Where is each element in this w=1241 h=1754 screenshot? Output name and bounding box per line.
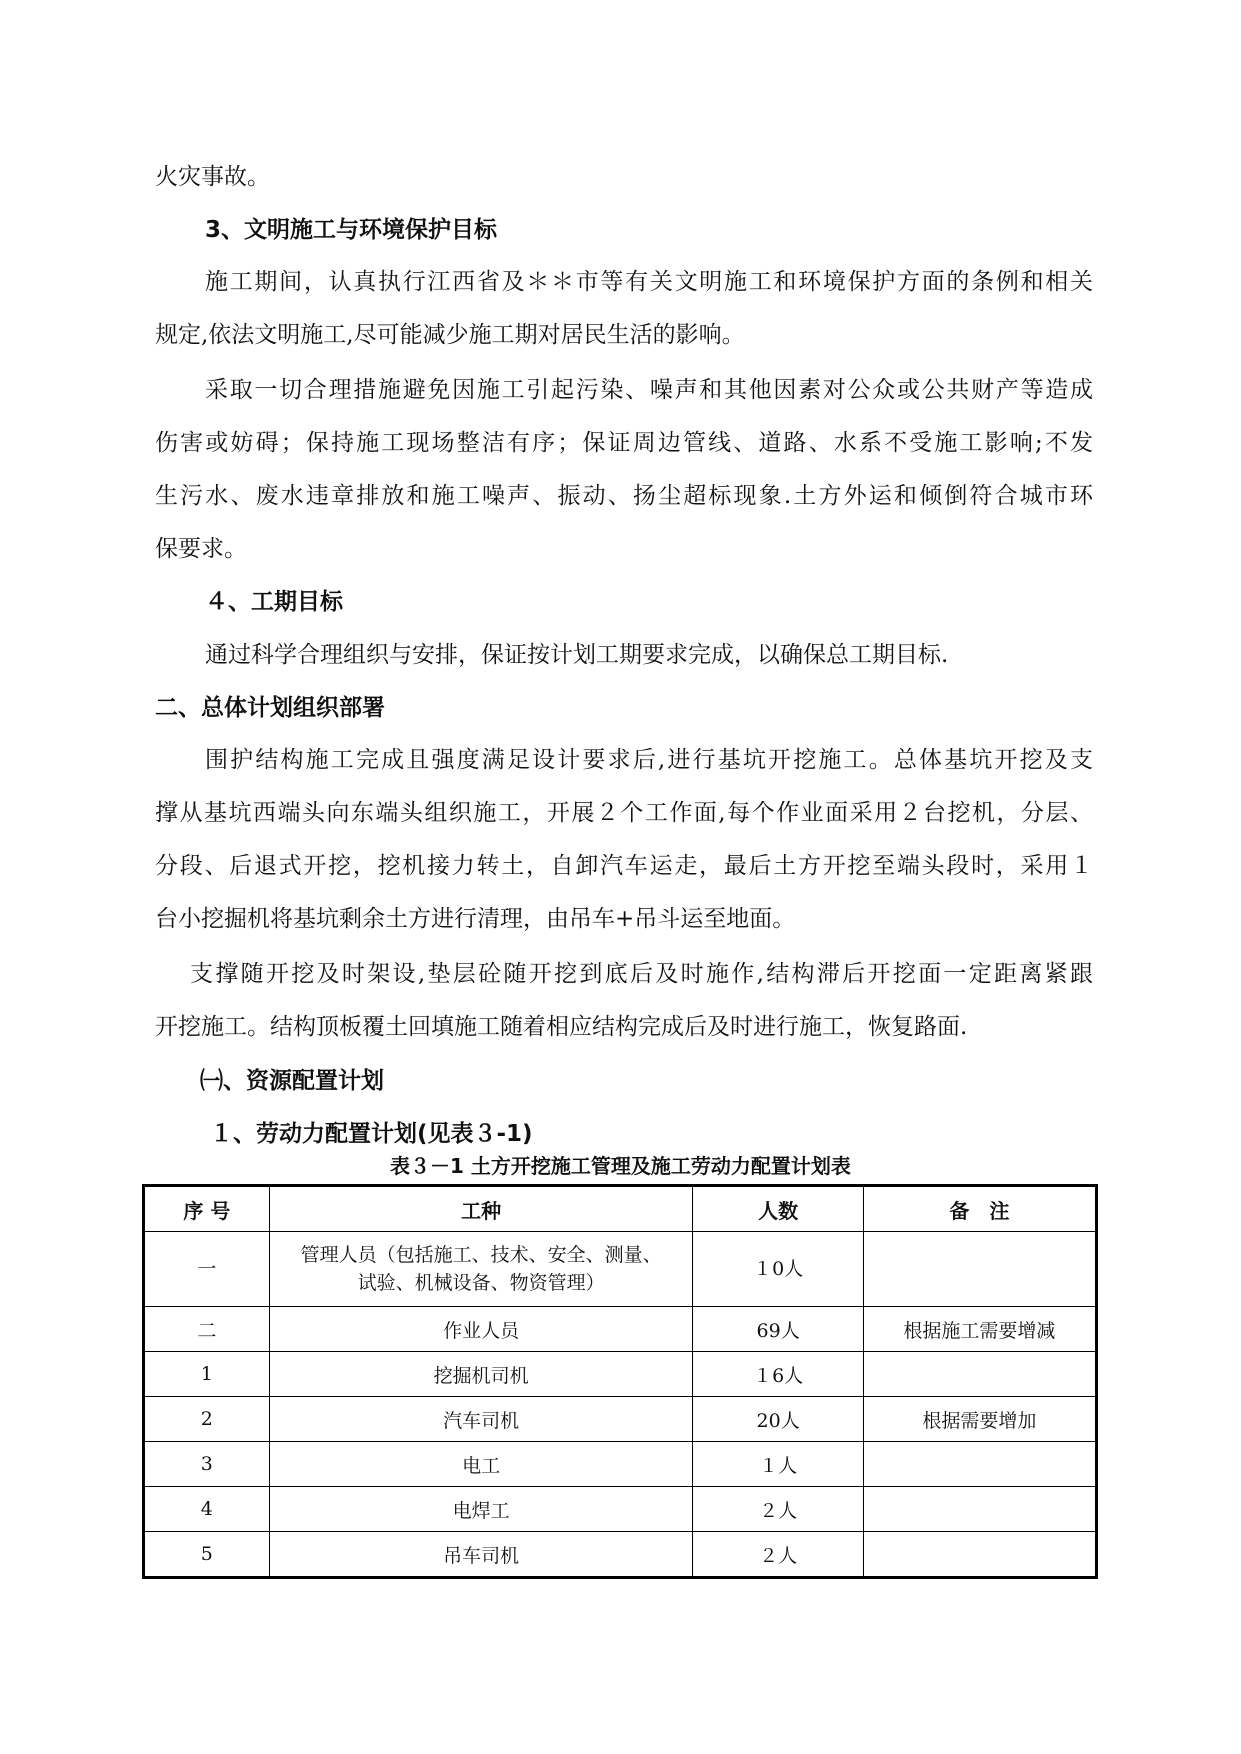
text-line: 保要求。 bbox=[155, 536, 247, 562]
cell-note bbox=[863, 1232, 1096, 1307]
text-line: 围护结构施工完成且强度满足设计要求后,进行基坑开挖施工。总体基坑开挖及支 bbox=[205, 747, 1093, 773]
cell-no: 一 bbox=[144, 1232, 270, 1307]
cell-note bbox=[863, 1442, 1096, 1487]
cell-no: 2 bbox=[144, 1397, 270, 1442]
cell-no: 5 bbox=[144, 1532, 270, 1578]
section-heading: ㈠、资源配置计划 bbox=[200, 1068, 384, 1094]
section-heading: 3、文明施工与环境保护目标 bbox=[205, 217, 498, 243]
text-line: 分段、后退式开挖，挖机接力转土，自卸汽车运走，最后土方开挖至端头段时，采用１ bbox=[155, 853, 1093, 879]
cell-note: 根据施工需要增减 bbox=[863, 1307, 1096, 1352]
table-row bbox=[144, 1232, 1097, 1307]
cell-no: 二 bbox=[144, 1307, 270, 1352]
cell-no: 3 bbox=[144, 1442, 270, 1487]
cell-count: １人 bbox=[693, 1442, 863, 1487]
cell-note bbox=[863, 1352, 1096, 1397]
text-line: 台小挖掘机将基坑剩余土方进行清理，由吊车+吊斗运至地面。 bbox=[155, 906, 796, 932]
cell-count: １0人 bbox=[693, 1232, 863, 1307]
table-row bbox=[144, 1352, 1097, 1397]
cell-type-line: 管理人员（包括施工、技术、安全、测量、 bbox=[300, 1244, 662, 1266]
column-header: 备 注 bbox=[863, 1186, 1096, 1232]
cell-type-line: 试验、机械设备、物资管理） bbox=[357, 1272, 605, 1294]
cell-note bbox=[863, 1532, 1096, 1578]
labor-table bbox=[142, 1184, 1098, 1579]
cell-count: ２人 bbox=[693, 1532, 863, 1578]
cell-no: 4 bbox=[144, 1487, 270, 1532]
cell-note: 根据需要增加 bbox=[863, 1397, 1096, 1442]
table-row bbox=[144, 1532, 1097, 1578]
section-heading: １、劳动力配置计划(见表３-1) bbox=[210, 1121, 533, 1147]
cell-no: 1 bbox=[144, 1352, 270, 1397]
cell-count: 20人 bbox=[693, 1397, 863, 1442]
text-line: 伤害或妨碍；保持施工现场整洁有序；保证周边管线、道路、水系不受施工影响;不发 bbox=[155, 430, 1093, 456]
text-line: 生污水、废水违章排放和施工噪声、振动、扬尘超标现象.土方外运和倾倒符合城市环 bbox=[155, 483, 1093, 509]
table-header-row bbox=[144, 1186, 1097, 1232]
cell-count: 69人 bbox=[693, 1307, 863, 1352]
column-header: 工种 bbox=[269, 1186, 693, 1232]
text-line: 通过科学合理组织与安排，保证按计划工期要求完成，以确保总工期目标. bbox=[205, 642, 949, 668]
text-line: 规定,依法文明施工,尽可能减少施工期对居民生活的影响。 bbox=[155, 322, 745, 348]
cell-type: 吊车司机 bbox=[269, 1532, 693, 1578]
text-line: 支撑随开挖及时架设,垫层砼随开挖到底后及时施作,结构滞后开挖面一定距离紧跟 bbox=[190, 961, 1093, 987]
section-heading: ４、工期目标 bbox=[205, 589, 343, 615]
text-line: 采取一切合理措施避免因施工引起污染、噪声和其他因素对公众或公共财产等造成 bbox=[205, 377, 1093, 403]
table-row bbox=[144, 1397, 1097, 1442]
table-row bbox=[144, 1487, 1097, 1532]
cell-type: 电工 bbox=[269, 1442, 693, 1487]
text-line: 撑从基坑西端头向东端头组织施工，开展２个工作面,每个作业面采用２台挖机，分层、 bbox=[155, 800, 1093, 826]
cell-count: ２人 bbox=[693, 1487, 863, 1532]
cell-type: 汽车司机 bbox=[269, 1397, 693, 1442]
cell-type: 电焊工 bbox=[269, 1487, 693, 1532]
table-caption: 表３－1 土方开挖施工管理及施工劳动力配置计划表 bbox=[390, 1154, 851, 1178]
column-header: 人数 bbox=[693, 1186, 863, 1232]
text-line: 开挖施工。结构顶板覆土回填施工随着相应结构完成后及时进行施工，恢复路面. bbox=[155, 1014, 968, 1040]
table-row bbox=[144, 1307, 1097, 1352]
cell-count: １6人 bbox=[693, 1352, 863, 1397]
table-row bbox=[144, 1442, 1097, 1487]
cell-note bbox=[863, 1487, 1096, 1532]
cell-type bbox=[269, 1232, 693, 1307]
cell-type: 作业人员 bbox=[269, 1307, 693, 1352]
column-header: 序 号 bbox=[144, 1186, 270, 1232]
cell-type: 挖掘机司机 bbox=[269, 1352, 693, 1397]
section-heading: 二、总体计划组织部署 bbox=[155, 695, 385, 721]
text-line: 火灾事故。 bbox=[155, 164, 270, 190]
text-line: 施工期间，认真执行江西省及＊＊市等有关文明施工和环境保护方面的条例和相关 bbox=[205, 269, 1093, 295]
